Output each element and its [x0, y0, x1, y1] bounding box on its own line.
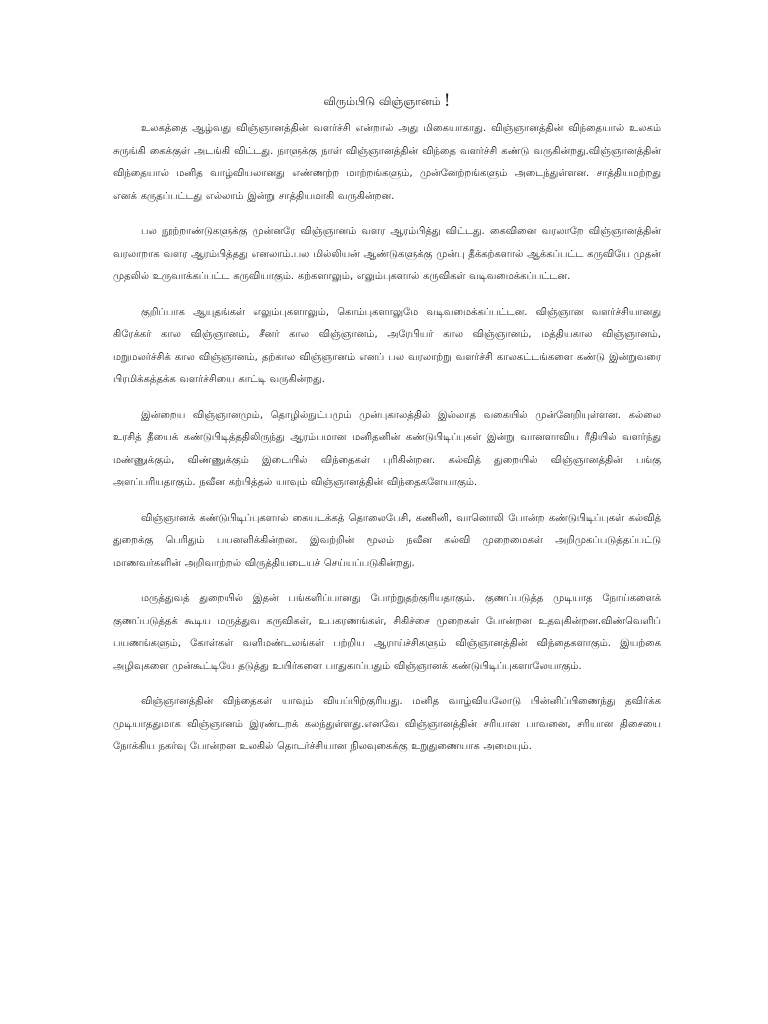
paragraph-text: மருத்துவத் துறையில் இதன் பங்களிப்பானது போற்றுதற்குரியதாகும். குணப்படுத்த முடியாத நோய்களைக் குணப்படுத்தக் கூடிய மருத்துவ கருவிகள், உபகரணங்கள், சிகிச்சை முறைகள் போன்றன உதவுகின்றன.விண்வெளிப் பயணங்களும், கோள்கள் வளிமண்டலங்கள் பற்றிய ஆராய்ச்சிகளும் விஞ்ஞானத்தின் விந்தைகளாகும். இயற்கை அழிவுகளை முன்கூட்டியே தடுத்து உயிர்களை பாதுகாப்பதும் விஞ்ஞானக் கண்டுபிடிப்புகளாலேயாகும். — [113, 593, 661, 672]
paragraph-text: பல நூற்றாண்டுகளுக்கு முன்னரே விஞ்ஞானம் வளர ஆரம்பித்து விட்டது. கைவினை வரலாறே விஞ்ஞானத்தின் வரலாறாக வளர ஆரம்பித்தது எனலாம்.பல மில்லியன் ஆண்டுகளுக்கு முன்பு தீக்கற்களால் ஆக்கப்பட்ட கருவியே முதன் முதலில் உருவாக்கப்பட்ட கருவியாகும். கற்களாலும், எலும்புகளால் கருவிகள் வடிவமைக்கப்பட்டன. — [113, 226, 661, 282]
paragraph-1 — [113, 118, 661, 208]
paragraph-7 — [113, 691, 661, 759]
paragraph-text: விஞ்ஞானக் கண்டுபிடிப்புகளால் கையடக்கத் தொலைபேசி, கணினி, வானொலி போன்ற கண்டுபிடிப்புகள் கல்வித் துறைக்கு பெரிதும் பயனளிக்கின்றன. இவற்றின் மூலம் நவீன கல்வி முறைமைகள் அறிமுகப்படுத்தப்பட்டு மாணவர்களின் அறிவாற்றல் விருத்தியடையச் செய்யப்படுகின்றது. — [113, 512, 661, 569]
paragraph-5 — [113, 508, 661, 576]
paragraph-6 — [113, 588, 661, 678]
paragraph-text: குறிப்பாக ஆயுதங்கள் எலும்புகளாலும், கொம்புகளாலுமே வடிவமைக்கப்பட்டன. விஞ்ஞான வளர்ச்சியானது கிரேக்கர் கால விஞ்ஞானம், சீனர் கால விஞ்ஞானம், அரேபியர் கால விஞ்ஞானம், மத்தியகால விஞ்ஞானம், மறுமலர்ச்சிக் கால விஞ்ஞானம், தற்கால விஞ்ஞானம் எனப் பல வரலாற்று வளர்ச்சி காலகட்டங்களை கண்டு இன்றுவரை பிரமிக்கத்தக்க வளர்ச்சியை காட்டி வருகின்றது. — [113, 306, 661, 385]
title-text: விரும்பிடு விஞ்ஞானம் — [323, 95, 441, 108]
document-title — [113, 88, 661, 114]
title-exclamation: ! — [443, 91, 451, 111]
document-page — [113, 88, 661, 772]
paragraph-text: உலகத்தை ஆழ்வது விஞ்ஞானத்தின் வளர்ச்சி என்றால் அது மிகையாகாது. விஞ்ஞானத்தின் விந்தையால் உலகம் சுருங்கி கைக்குள் அடங்கி விட்டது. நாளுக்கு நாள் விஞ்ஞானத்தின் விந்தை வளர்ச்சி கண்டு வருகின்றது.விஞ்ஞானத்தின் விந்தையால் மனித வாழ்வியலானது எண்ணற்ற மாற்றங்களும், முன்னேற்றங்களும் அடைந்துள்ளன. சாத்தியமற்றது எனக் கருதப்பட்டது எல்லாம் இன்று சாத்தியமாகி வருகின்றன. — [113, 123, 661, 202]
paragraph-4 — [113, 405, 661, 495]
paragraph-2 — [113, 221, 661, 289]
paragraph-text: விஞ்ஞானத்தின் விந்தைகள் யாவும் வியப்பிற்குரியது. மனித வாழ்வியலோடு பின்னிப்பிணைந்து தவிர்க்க முடியாததுமாக விஞ்ஞானம் இரண்டறக் கலந்துள்ளது.எனவே விஞ்ஞானத்தின் சரியான பாவனை, சரியான திசையை நோக்கிய நகர்வு போன்றன உலகில் தொடர்ச்சியான நிலவுகைக்கு உறுதுணையாக அமையும். — [113, 696, 661, 752]
paragraph-text: இன்றைய விஞ்ஞானமும், தொழில்நுட்பமும் முன்புகாலத்தில் இல்லாத வகையில் முன்னேறியுள்ளன. கல்லை உரசித் தீயைக் கண்டுபிடித்ததிலிருந்து ஆரம்பமான மனிதனின் கண்டுபிடிப்புகள் இன்று வானளாவிய ரீதியில் வளர்ந்து மண்ணுக்கும், விண்ணுக்கும் இடையில் விந்தைகள் புரிகின்றன. கல்வித் துறையில் விஞ்ஞானத்தின் பங்கு அளப்பரியதாகும். நவீன கற்பித்தல் யாவும் விஞ்ஞானத்தின் விந்தைகளேயாகும். — [113, 409, 661, 488]
paragraph-3 — [113, 302, 661, 392]
